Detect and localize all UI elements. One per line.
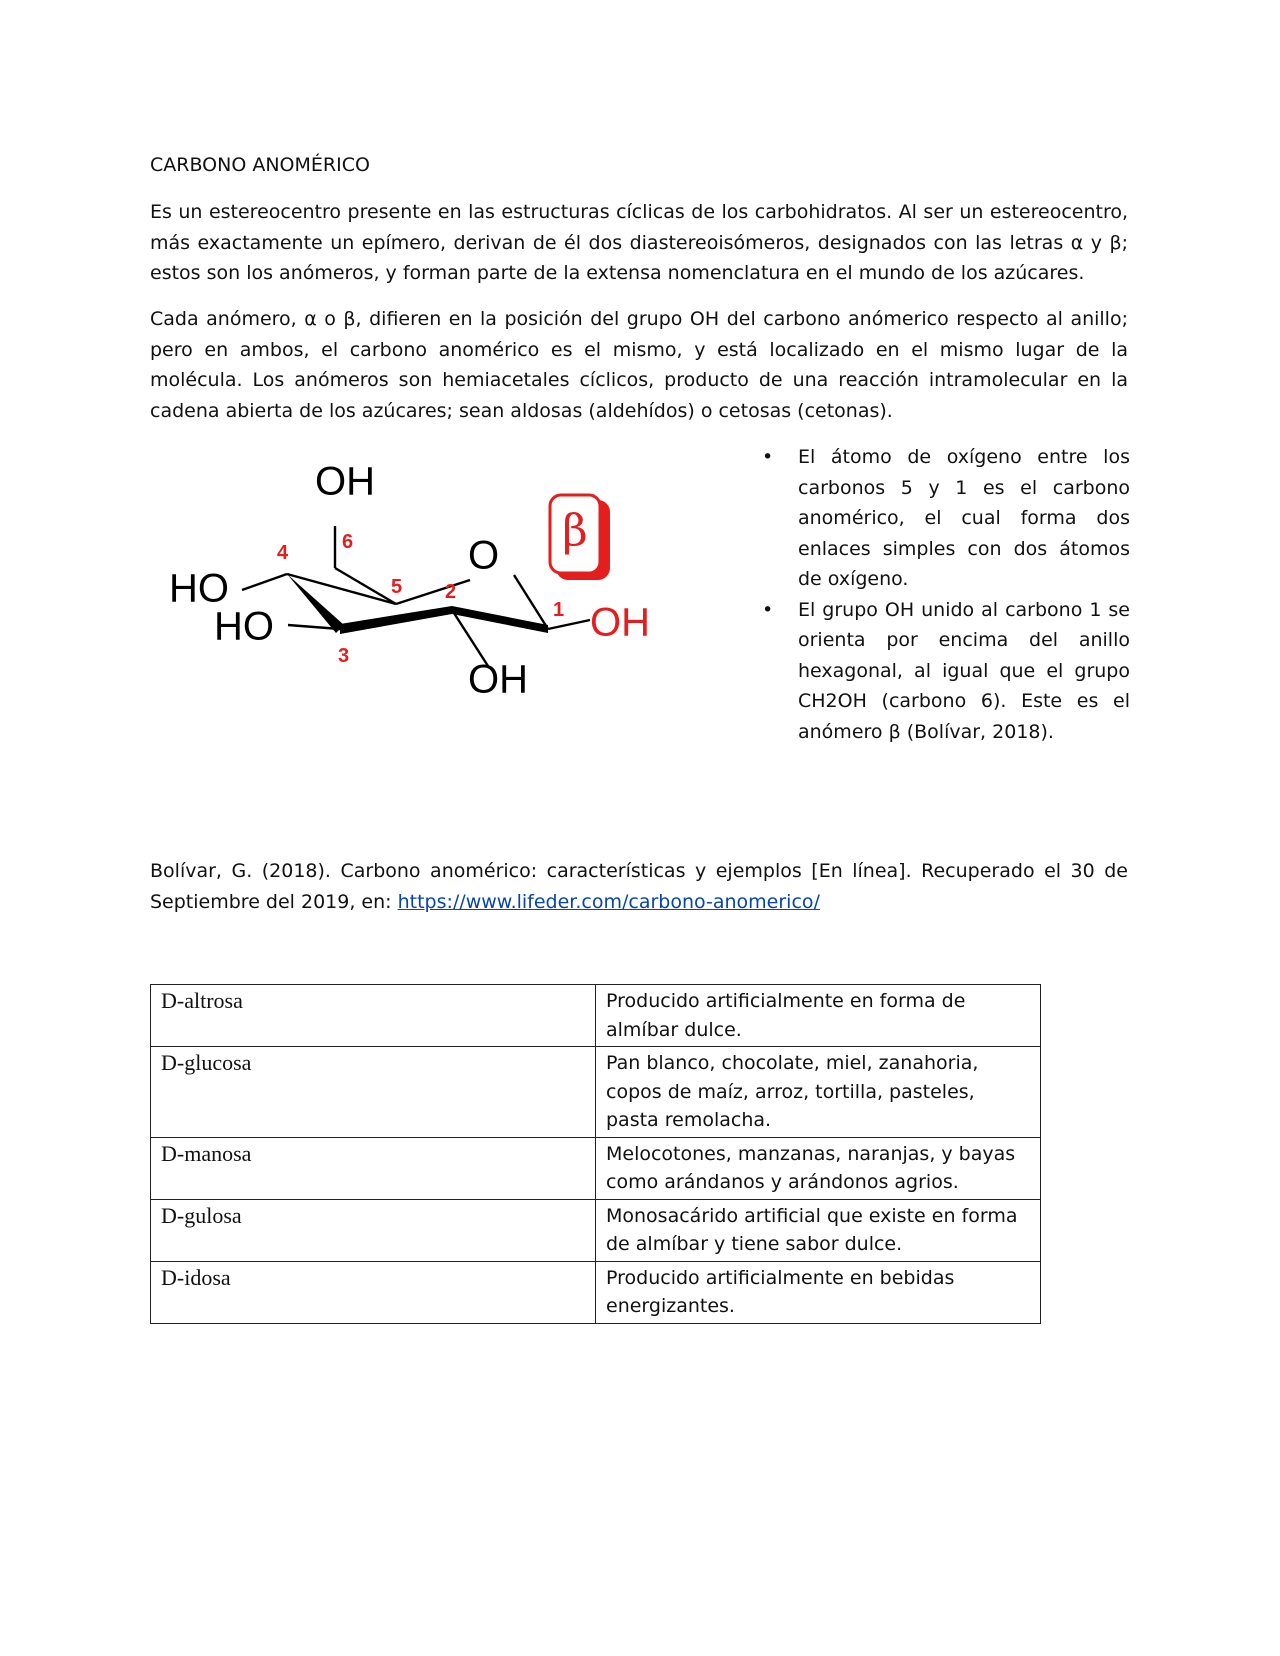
sugar-description-cell: Producido artificialmente en forma de almíbar dulce. <box>596 985 1041 1047</box>
paragraph-anomers: Cada anómero, α o β, difieren en la posición del grupo OH del carbono anómerico respecto al anillo; pero en ambos, el carbono anomérico es el mismo, y está localizado en el mismo lugar de la molécula. Los anómeros son hemiacetales cíclicos, producto de una reacción intramolecular en la cadena abierta de los azúcares; sean aldosas (aldehídos) o cetosas (cetonas). <box>150 308 1128 422</box>
carbon-number-1: 1 <box>553 599 565 621</box>
ring-bonds <box>242 526 590 666</box>
table-row <box>151 1047 1041 1138</box>
bond-c5-o <box>396 580 470 604</box>
beta-glucose-structure-diagram <box>150 440 710 740</box>
reference-link[interactable]: https://www.lifeder.com/carbono-anomerico/ <box>397 890 820 913</box>
sugar-name-cell: D-idosa <box>151 1261 596 1323</box>
beta-badge <box>550 495 610 580</box>
carbon-number-3: 3 <box>338 645 350 667</box>
table-row <box>151 985 1041 1047</box>
ho-left-label: HO <box>169 566 229 611</box>
carbon-number-6: 6 <box>342 531 354 553</box>
bullet-dot: • <box>762 446 774 468</box>
table-row <box>151 1261 1041 1323</box>
sugar-description-cell: Pan blanco, chocolate, miel, zanahoria, copos de maíz, arroz, tortilla, pasteles, pasta remolacha. <box>596 1047 1041 1138</box>
ho-lower-label: HO <box>214 604 274 649</box>
wedge-c3-c2 <box>340 606 452 634</box>
ring-oxygen-label: O <box>468 533 500 578</box>
sugar-name-cell: D-gulosa <box>151 1199 596 1261</box>
wedge-c2-c1 <box>452 606 548 633</box>
sugar-name-cell: D-manosa <box>151 1137 596 1199</box>
beta-symbol: β <box>562 505 588 557</box>
reference-citation <box>150 856 1128 917</box>
bullet-item <box>760 595 1130 748</box>
sugar-description-cell: Melocotones, manzanas, naranjas, y bayas como arándanos y arándonos agrios. <box>596 1137 1041 1199</box>
wedge-bonds <box>287 574 548 634</box>
oh-bottom-label: OH <box>468 657 528 702</box>
sugar-description-cell: Producido artificialmente en bebidas energizantes. <box>596 1261 1041 1323</box>
sugar-name-cell: D-glucosa <box>151 1047 596 1138</box>
bond-c1-oh <box>548 620 590 629</box>
oh-right-label: OH <box>590 600 650 645</box>
carbon-number-5: 5 <box>391 576 403 598</box>
table-row <box>151 1137 1041 1199</box>
bullet-text: El grupo OH unido al carbono 1 se orienta por encima del anillo hexagonal, al igual que el grupo CH2OH (carbono 6). Este es el anómero β (Bolívar, 2018). <box>798 598 1130 743</box>
bullet-dot: • <box>762 598 774 621</box>
bullet-text: El átomo de oxígeno entre los carbonos 5 y 1 es el carbono anomérico, el cual forma dos enlaces simples con dos átomos de oxígeno. <box>798 446 1130 590</box>
bullet-list <box>760 442 1130 747</box>
document-title: CARBONO ANOMÉRICO <box>150 154 370 176</box>
carbon-number-4: 4 <box>277 542 289 564</box>
oh-top-label: OH <box>315 459 375 504</box>
sugar-name-cell: D-altrosa <box>151 985 596 1047</box>
bond-c4-ho <box>242 574 287 590</box>
table-row <box>151 1199 1041 1261</box>
sugar-description-cell: Monosacárido artificial que existe en forma de almíbar y tiene sabor dulce. <box>596 1199 1041 1261</box>
paragraph-definition: Es un estereocentro presente en las estructuras cíclicas de los carbohidratos. Al ser un estereocentro, más exactamente un epímero, derivan de él dos diastereoisómeros, designados con las letras α y β; estos son los anómeros, y forman parte de la extensa nomenclatura en el mundo de los azúcares. <box>150 201 1128 284</box>
reference-text: Bolívar, G. (2018). Carbono anomérico: características y ejemplos [En línea]. Recuperado el 30 de Septiembre del 2019, en: <box>150 860 1128 913</box>
bond-c5-c6 <box>335 568 396 604</box>
sugars-table <box>150 984 1041 1324</box>
carbon-number-2: 2 <box>445 581 457 603</box>
bullet-item <box>760 442 1130 595</box>
